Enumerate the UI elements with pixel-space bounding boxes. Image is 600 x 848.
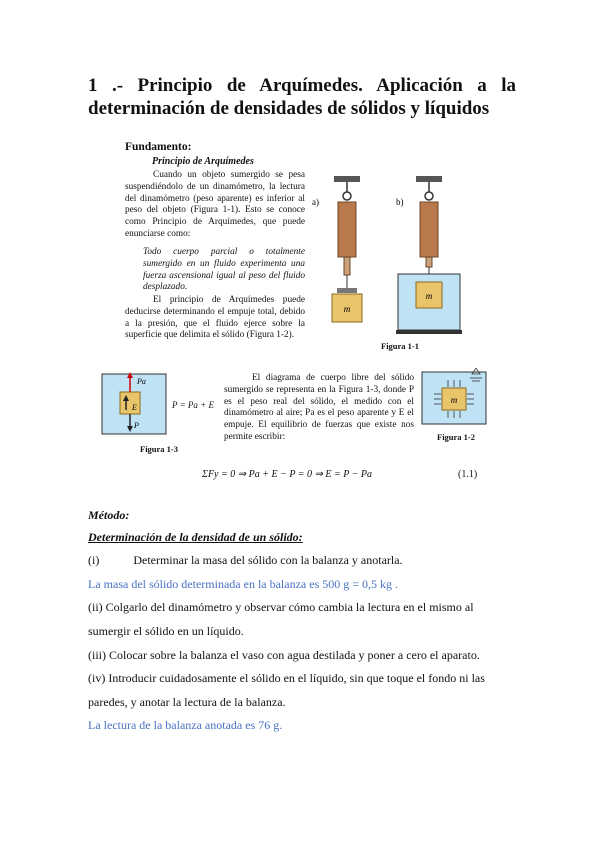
force-label-pa: Pa [137,377,146,386]
metodo-heading: Método: [88,508,130,522]
step-3: (iii) Colocar sobre la balanza el vaso con agua destilada y poner a cero el aparato. [88,648,480,662]
force-label-p: P [134,421,139,430]
figure-1-1 [312,170,472,350]
title-line-1: 1 .- Principio de Arquímedes. Aplicación a la [88,75,516,96]
principio-subheading: Principio de Arquímedes [152,156,254,167]
fig-1-1-label-b: b) [396,197,404,207]
step-4-line-1: (iv) Introducir cuidadosamente el sólido en el líquido, sin que toque el fondo ni las [88,671,485,685]
step-1 [88,553,403,568]
fundamento-heading: Fundamento: [125,141,192,153]
mass-label-b: m [425,291,433,301]
equation-1-1: ΣFy = 0 ⇒ Pa + E − P = 0 ⇒ E = P − Pa [202,469,373,480]
title-line-2: determinación de densidades de sólidos y líquidos [88,98,490,119]
ceiling-mount-b [416,176,442,182]
step-1-number: (i) [88,553,100,567]
fundamento-paragraph-1: Cuando un objeto sumergido se pesa suspendiéndolo de un dinamómetro, la lectura del dinamómetro (peso aparente) es inferior al peso del objeto (Figura 1-1). Esto se conoce como Principio de Arquímedes, que puede enunciarse como: [125,170,305,239]
pressure-solid-label: m [450,395,458,405]
step-1-text: Determinar la masa del sólido con la balanza y anotarla. [133,553,403,567]
fundamento-paragraph-2: El principio de Arquímedes puede deducirse determinando el empuje total, debido a la presión, que el fluido ejerce sobre la superficie que delimita el sólido (Figura 1-2). [125,295,305,341]
dynamometer-a [338,202,356,257]
principle-statement: Todo cuerpo parcial o totalmente sumergido en un fluido experimenta una fuerza ascensional igual al peso del fluido desplazado. [143,247,305,293]
step-4-line-2: paredes, y anotar la lectura de la balanza. [88,695,286,709]
step-2-line-1: (ii) Colgarlo del dinamómetro y observar cómo cambia la lectura en el mismo al [88,600,474,614]
fig-1-1-label-a: a) [312,197,319,207]
figure-1-3-caption: Figura 1-3 [140,444,179,454]
step-2-line-2: sumergir el sólido en un líquido. [88,624,244,638]
figure-1-2 [420,368,490,428]
answer-1: La masa del sólido determinada en la balanza es 500 g = 0,5 kg . [88,577,399,591]
figure-1-3-equation: P = Pa + E [172,400,214,410]
figure-1-1-caption: Figura 1-1 [381,341,420,351]
figure-1-3 [100,370,170,438]
submerged-solid [120,392,140,414]
ceiling-mount-a [334,176,360,182]
equation-number: (1.1) [458,469,478,480]
figure-1-2-caption: Figura 1-2 [437,432,476,442]
answer-2: La lectura de la balanza anotada es 76 g. [88,718,283,732]
dynamometer-b [420,202,438,257]
page-title [88,74,516,120]
force-label-e: E [132,403,137,412]
mass-label-a: m [343,304,351,314]
densidad-solido-heading: Determinación de la densidad de un sólido: [88,530,303,544]
fundamento-paragraph-3: El diagrama de cuerpo libre del sólido sumergido se representa en la Figura 1-3, donde P es el peso real del sólido, el medido con el dinamómetro al aire; Pa es el peso aparente y E el empuje. El equilibrio de fuerzas que existe nos permite escribir: [224,373,414,442]
